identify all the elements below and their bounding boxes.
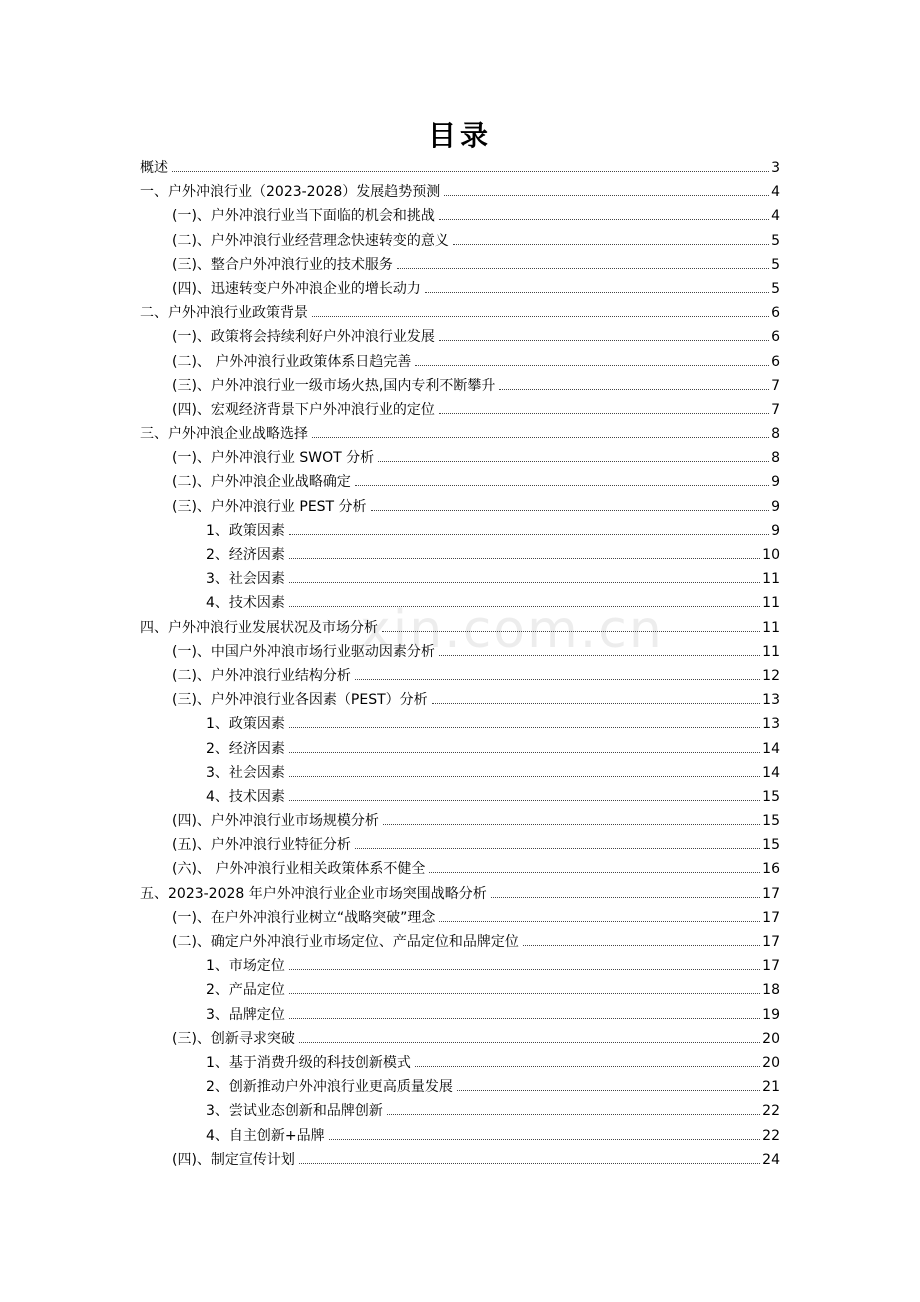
toc-entry[interactable] [140, 859, 780, 883]
toc-page-number: 5 [771, 232, 780, 249]
toc-page-number: 9 [771, 498, 780, 515]
table-of-contents [140, 158, 780, 1174]
toc-entry[interactable] [140, 158, 780, 182]
toc-entry[interactable] [140, 255, 780, 279]
toc-dot-leader [439, 340, 769, 341]
toc-page-number: 7 [771, 377, 780, 394]
toc-entry-label: (一)、政策将会持续利好户外冲浪行业发展 [172, 329, 435, 346]
toc-entry-label: (二)、户外冲浪行业结构分析 [172, 667, 351, 684]
toc-page-number: 15 [762, 837, 780, 854]
toc-dot-leader [523, 945, 760, 946]
toc-entry-label: 五、2023-2028 年户外冲浪行业企业市场突围战略分析 [140, 885, 487, 902]
toc-dot-leader [371, 510, 770, 511]
toc-entry-label: (二)、户外冲浪行业经营理念快速转变的意义 [172, 232, 449, 249]
toc-entry-label: 3、品牌定位 [206, 1006, 285, 1023]
toc-page-number: 22 [762, 1103, 780, 1120]
toc-dot-leader [378, 461, 769, 462]
toc-entry-label: 3、社会因素 [206, 571, 285, 588]
toc-dot-leader [289, 534, 769, 535]
toc-page-number: 11 [762, 595, 780, 612]
toc-page-number: 7 [771, 401, 780, 418]
toc-entry[interactable] [140, 448, 780, 472]
toc-dot-leader [439, 655, 760, 656]
toc-dot-leader [453, 244, 769, 245]
toc-entry-label: 3、尝试业态创新和品牌创新 [206, 1103, 383, 1120]
toc-entry-label: 4、技术因素 [206, 788, 285, 805]
toc-dot-leader [382, 631, 760, 632]
toc-entry-label: 2、经济因素 [206, 547, 285, 563]
toc-entry[interactable] [140, 714, 780, 738]
toc-entry[interactable] [140, 231, 780, 255]
toc-dot-leader [289, 800, 760, 801]
toc-dot-leader [289, 582, 760, 583]
toc-entry[interactable] [140, 545, 780, 569]
toc-dot-leader [289, 727, 760, 728]
toc-entry[interactable] [140, 569, 780, 593]
toc-entry[interactable] [140, 763, 780, 787]
toc-entry-label: 1、市场定位 [206, 958, 285, 975]
toc-entry[interactable] [140, 1126, 780, 1150]
toc-entry[interactable] [140, 279, 780, 303]
toc-entry[interactable] [140, 376, 780, 400]
toc-page-number: 18 [762, 982, 780, 999]
toc-page-number: 16 [762, 861, 780, 878]
toc-entry-label: 三、户外冲浪企业战略选择 [140, 426, 308, 443]
toc-entry[interactable] [140, 206, 780, 230]
toc-dot-leader [355, 679, 760, 680]
toc-page-number: 6 [771, 353, 780, 370]
toc-entry[interactable] [140, 424, 780, 448]
toc-page-number: 8 [771, 426, 780, 443]
toc-entry[interactable] [140, 835, 780, 859]
toc-entry[interactable] [140, 739, 780, 763]
toc-entry-label: (二)、 户外冲浪行业政策体系日趋完善 [172, 353, 412, 370]
watermark: xin.com.cn [360, 600, 664, 660]
toc-entry[interactable] [140, 472, 780, 496]
toc-dot-leader [429, 872, 760, 873]
toc-dot-leader [289, 993, 760, 994]
toc-page-number: 15 [762, 813, 780, 830]
toc-entry-label: 1、政策因素 [206, 522, 285, 539]
toc-dot-leader [432, 703, 761, 704]
toc-entry-label: (三)、户外冲浪行业一级市场火热,国内专利不断攀升 [172, 377, 496, 394]
toc-page-number: 17 [762, 934, 780, 950]
toc-entry-label: (二)、户外冲浪企业战略确定 [172, 474, 351, 491]
toc-page-number: 20 [762, 1030, 780, 1047]
toc-entry-label: 2、产品定位 [206, 982, 285, 999]
toc-dot-leader [355, 848, 760, 849]
toc-dot-leader [289, 752, 760, 753]
toc-dot-leader [457, 1090, 760, 1091]
toc-dot-leader [289, 558, 760, 559]
toc-page-number: 4 [771, 208, 780, 225]
toc-page-number: 13 [762, 716, 780, 733]
toc-entry-label: (一)、在户外冲浪行业树立“战略突破”理念 [172, 909, 436, 926]
toc-entry[interactable] [140, 884, 780, 908]
toc-entry[interactable] [140, 593, 780, 617]
toc-entry-label: (四)、宏观经济背景下户外冲浪行业的定位 [172, 401, 435, 418]
toc-page-number: 24 [762, 1151, 780, 1168]
toc-dot-leader [329, 1139, 761, 1140]
toc-entry[interactable] [140, 1101, 780, 1125]
toc-dot-leader [289, 606, 760, 607]
toc-entry-label: 2、经济因素 [206, 740, 285, 757]
toc-entry[interactable] [140, 811, 780, 835]
toc-entry[interactable] [140, 956, 780, 980]
toc-entry[interactable] [140, 1150, 780, 1174]
toc-entry[interactable] [140, 642, 780, 666]
toc-entry[interactable] [140, 303, 780, 327]
toc-entry-label: (一)、户外冲浪行业当下面临的机会和挑战 [172, 208, 435, 225]
toc-entry-label: 1、政策因素 [206, 716, 285, 733]
toc-page-number: 19 [762, 1006, 780, 1023]
toc-dot-leader [299, 1042, 760, 1043]
toc-entry[interactable] [140, 932, 780, 956]
toc-dot-leader [299, 1163, 760, 1164]
toc-entry[interactable] [140, 182, 780, 206]
toc-dot-leader [383, 824, 760, 825]
toc-page-number: 21 [762, 1079, 780, 1096]
toc-dot-leader [387, 1114, 760, 1115]
toc-entry[interactable] [140, 908, 780, 932]
toc-dot-leader [499, 389, 769, 390]
toc-entry-label: (一)、中国户外冲浪市场行业驱动因素分析 [172, 643, 435, 660]
toc-entry-label: 1、基于消费升级的科技创新模式 [206, 1054, 411, 1071]
toc-dot-leader [491, 897, 760, 898]
toc-dot-leader [172, 171, 769, 172]
toc-entry-label: 2、创新推动户外冲浪行业更高质量发展 [206, 1079, 453, 1096]
toc-entry-label: 一、户外冲浪行业（2023-2028）发展趋势预测 [140, 184, 441, 201]
toc-entry[interactable] [140, 352, 780, 376]
toc-entry-label: (三)、户外冲浪行业各因素（PEST）分析 [172, 692, 428, 709]
toc-page-number: 13 [762, 692, 780, 709]
toc-page-number: 22 [762, 1127, 780, 1144]
toc-entry-label: 3、社会因素 [206, 764, 285, 781]
toc-dot-leader [439, 219, 769, 220]
toc-page-number: 17 [762, 885, 780, 902]
toc-entry[interactable] [140, 1005, 780, 1029]
toc-entry-label: (三)、户外冲浪行业 PEST 分析 [172, 498, 367, 515]
toc-entry[interactable] [140, 1053, 780, 1077]
toc-dot-leader [289, 969, 760, 970]
toc-page-number: 6 [771, 329, 780, 346]
toc-entry[interactable] [140, 618, 780, 642]
toc-dot-leader [289, 1018, 760, 1019]
toc-page-number: 5 [771, 280, 780, 297]
toc-entry-label: (五)、户外冲浪行业特征分析 [172, 837, 351, 854]
toc-page-number: 12 [762, 667, 780, 684]
toc-entry-label: 4、自主创新+品牌 [206, 1127, 325, 1144]
toc-page-number: 6 [771, 305, 780, 322]
toc-dot-leader [312, 316, 769, 317]
toc-page-number: 10 [762, 547, 780, 563]
toc-dot-leader [355, 485, 769, 486]
toc-entry-label: (四)、迅速转变户外冲浪企业的增长动力 [172, 280, 421, 297]
toc-page-number: 5 [771, 256, 780, 273]
toc-dot-leader [312, 437, 769, 438]
toc-entry[interactable] [140, 327, 780, 351]
toc-dot-leader [397, 268, 769, 269]
toc-page-number: 14 [762, 764, 780, 781]
toc-page-number: 3 [771, 160, 780, 176]
toc-entry[interactable] [140, 980, 780, 1004]
toc-page-number: 8 [771, 450, 780, 467]
toc-page-number: 11 [762, 643, 780, 660]
toc-entry-label: (四)、户外冲浪行业市场规模分析 [172, 813, 379, 830]
toc-dot-leader [415, 1066, 760, 1067]
toc-entry-label: (三)、创新寻求突破 [172, 1030, 295, 1047]
toc-page-number: 20 [762, 1054, 780, 1071]
toc-entry[interactable] [140, 690, 780, 714]
toc-page-number: 17 [762, 909, 780, 926]
toc-page-number: 15 [762, 788, 780, 805]
toc-entry[interactable] [140, 1029, 780, 1053]
toc-dot-leader [439, 921, 760, 922]
page-title: 目录 [427, 119, 492, 152]
toc-dot-leader [425, 292, 769, 293]
toc-entry[interactable] [140, 400, 780, 424]
toc-dot-leader [444, 195, 769, 196]
toc-dot-leader [289, 776, 760, 777]
toc-page-number: 11 [762, 571, 780, 588]
toc-entry[interactable] [140, 497, 780, 521]
toc-entry-label: (四)、制定宣传计划 [172, 1151, 295, 1168]
toc-entry-label: (三)、整合户外冲浪行业的技术服务 [172, 256, 393, 273]
toc-page-number: 9 [771, 474, 780, 491]
toc-entry-label: (一)、户外冲浪行业 SWOT 分析 [172, 450, 375, 467]
toc-entry[interactable] [140, 787, 780, 811]
toc-entry[interactable] [140, 666, 780, 690]
toc-entry-label: (二)、确定户外冲浪行业市场定位、产品定位和品牌定位 [172, 934, 519, 950]
toc-entry-label: 二、户外冲浪行业政策背景 [140, 305, 308, 322]
toc-entry-label: (六)、 户外冲浪行业相关政策体系不健全 [172, 861, 426, 878]
toc-dot-leader [415, 365, 769, 366]
toc-page-number: 14 [762, 740, 780, 757]
toc-entry-label: 四、户外冲浪行业发展状况及市场分析 [140, 619, 378, 636]
toc-page-number: 4 [771, 184, 780, 201]
toc-page-number: 17 [762, 958, 780, 975]
toc-entry[interactable] [140, 1077, 780, 1101]
toc-page-number: 11 [762, 619, 780, 636]
toc-page-number: 9 [771, 522, 780, 539]
toc-dot-leader [439, 413, 769, 414]
toc-entry-label: 概述 [140, 160, 168, 176]
toc-entry[interactable] [140, 521, 780, 545]
toc-entry-label: 4、技术因素 [206, 595, 285, 612]
